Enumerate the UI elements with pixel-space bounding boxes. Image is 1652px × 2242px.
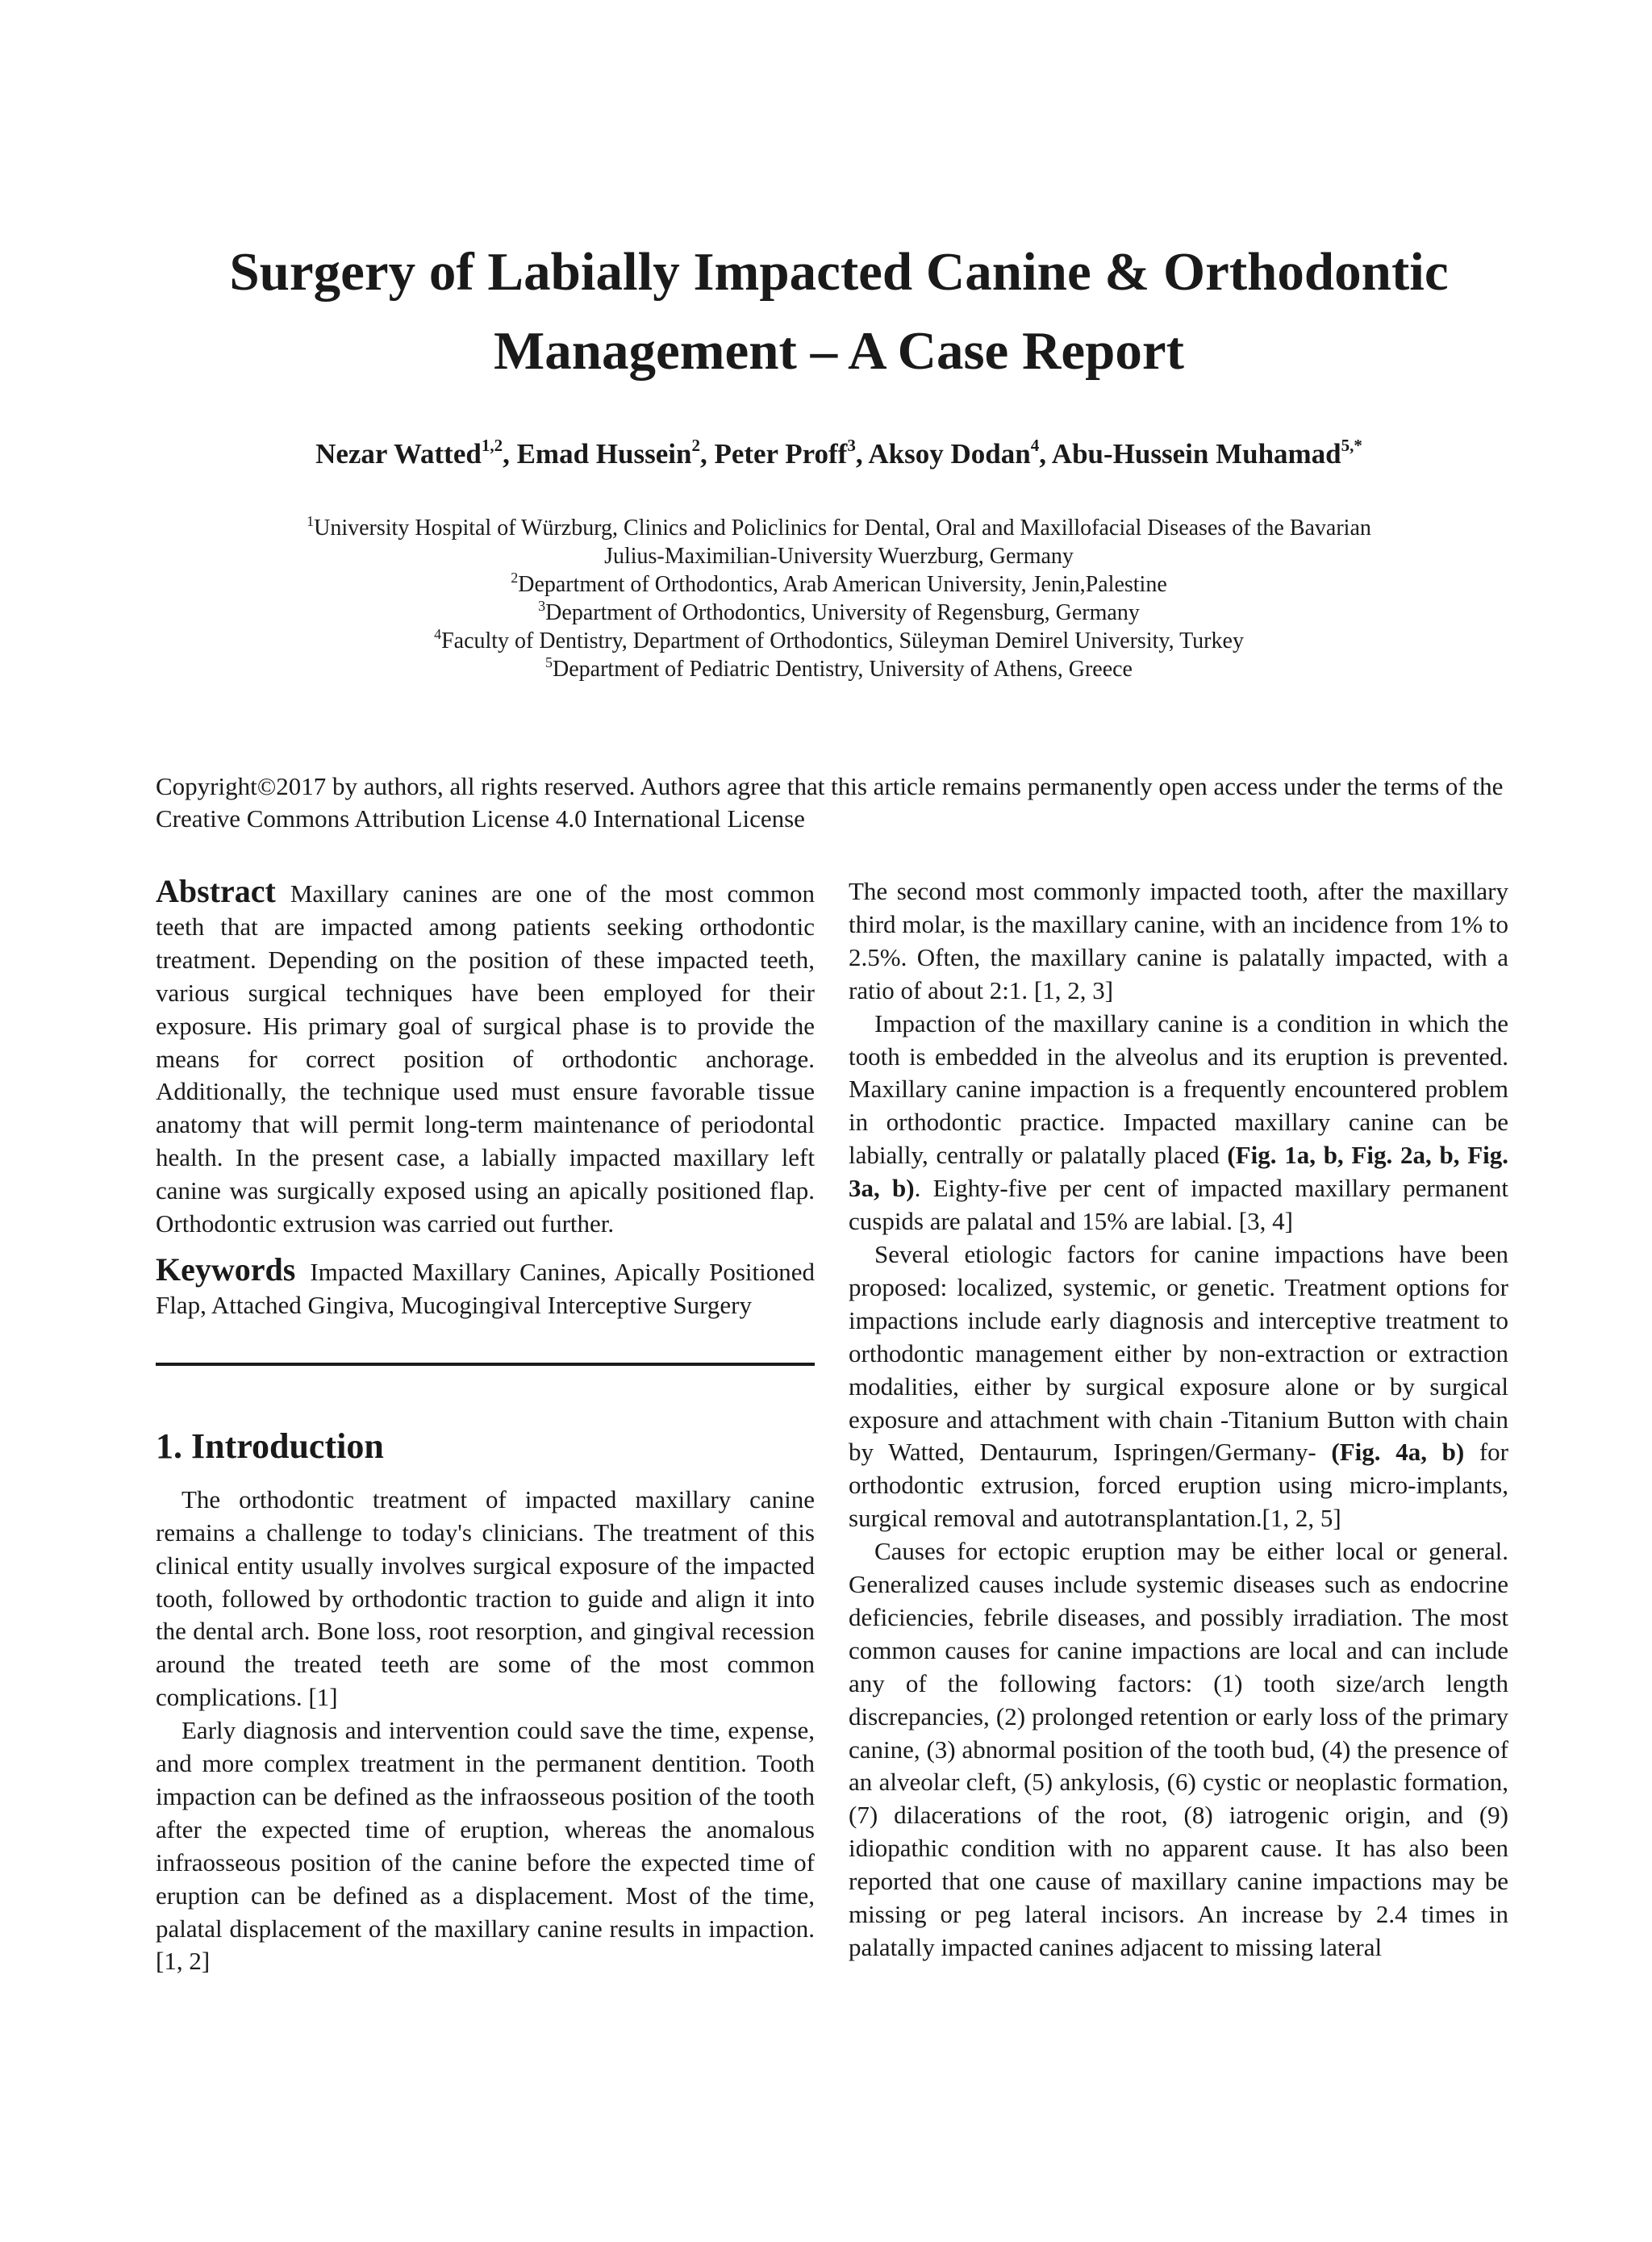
author-affiliation-mark: 1,2 <box>481 436 503 455</box>
author-affiliation-mark: 3 <box>847 436 856 455</box>
author-affiliation-mark: 5,* <box>1341 436 1362 455</box>
affiliation: $^4$Faculty of Dentistry, Department of Orthodontics, Süleyman Demirel University, Turkey <box>434 626 1244 653</box>
affiliation: $^3$Department of Orthodontics, University of Regensburg, Germany <box>538 598 1140 625</box>
copyright-notice: Copyright©2017 by authors, all rights reserved. Authors agree that this article remains permanently open access under the terms of the Creative Commons Attribution License 4.0 International License <box>156 772 1504 833</box>
paragraph: The second most commonly impacted tooth, after the maxillary third molar, is the maxillary canine, with an incidence from 1% to 2.5%. Often, the maxillary canine is palatally impacted, with a ratio of about 2:1. [1, 2, 3] <box>849 877 1508 1004</box>
author-name: Aksoy Dodan <box>868 438 1031 470</box>
author-affiliation-mark: 4 <box>1030 436 1040 455</box>
affiliation: Julius-Maximilian-University Wuerzburg, Germany <box>604 544 1074 569</box>
affiliation: $^2$Department of Orthodontics, Arab American University, Jenin,Palestine <box>511 570 1167 597</box>
keywords-text: Impacted Maxillary Canines, Apically Positioned Flap, Attached Gingiva, Mucogingival Interceptive Surgery <box>156 1257 815 1319</box>
author-name: Emad Hussein <box>516 438 692 470</box>
abstract-heading: Abstract <box>156 873 276 909</box>
left-column <box>156 875 815 1978</box>
right-column <box>849 875 1508 1964</box>
author-name: Peter Proff <box>714 438 848 470</box>
paragraph: Early diagnosis and intervention could save the time, expense, and more complex treatment in the permanent dentition. Tooth impaction can be defined as the infraosseous position of the tooth after the expected time of eruption, whereas the anomalous infraosseous position of the canine before the expected time of eruption can be defined as a displacement. Most of the time, palatal displacement of the maxillary canine results in impaction. [1, 2] <box>156 1716 815 1976</box>
author-name: Nezar Watted <box>315 438 482 470</box>
author-name: Abu-Hussein Muhamad <box>1051 438 1341 470</box>
abstract-text: Maxillary canines are one of the most common teeth that are impacted among patients seeking orthodontic treatment. Depending on the position of these impacted teeth, various surgical techniques have been employed for their exposure. His primary goal of surgical phase is to provide the means for correct position of orthodontic anchorage. Additionally, the technique used must ensure favorable tissue anatomy that will permit long-term maintenance of periodontal health. In the present case, a labially impacted maxillary left canine was surgically exposed using an apically positioned flap. Orthodontic extrusion was carried out further. <box>156 879 815 1238</box>
author-list: Nezar Watted$^{1,2}$, Emad Hussein$^2$, Peter Proff$^3$, Aksoy Dodan$^4$, Abu-Hussein Muhamad$^{5,*}$ <box>315 436 1362 470</box>
section-divider <box>156 1363 815 1366</box>
title-line-1: Surgery of Labially Impacted Canine & Orthodontic <box>229 242 1449 302</box>
figure-reference[interactable]: (Fig. 1a, b, Fig. 2a, b, Fig. 3a, b) <box>849 1141 1509 1203</box>
affiliation: $^1$University Hospital of Würzburg, Clinics and Policlinics for Dental, Oral and Maxillofacial Diseases of the Bavarian <box>307 513 1371 541</box>
affiliation: $^5$Department of Pediatric Dentistry, University of Athens, Greece <box>545 654 1133 682</box>
keywords <box>156 1250 815 1322</box>
paper-title <box>153 232 1525 390</box>
abstract <box>156 875 815 1241</box>
affiliation-list <box>153 514 1525 683</box>
paragraph: Several etiologic factors for canine impactions have been proposed: localized, systemic, or genetic. Treatment options for impactions include early diagnosis and interceptive treatment to orthodontic management either by non-extraction or extraction modalities, either by surgical exposure alone or by surgical exposure and attachment with chain -Titanium Button with chain by Watted, Dentaurum, Ispringen/Germany- (Fig. 4a, b) for orthodontic extrusion, forced eruption using micro-implants, surgical removal and autotransplantation.[1, 2, 5] <box>849 1239 1508 1533</box>
author-affiliation-mark: 2 <box>691 436 700 455</box>
section-heading-introduction: 1. Introduction <box>156 1426 384 1466</box>
paragraph: Causes for ectopic eruption may be either local or general. Generalized causes include systemic diseases such as endocrine deficiencies, febrile diseases, and possibly irradiation. The most common causes for canine impactions are local and can include any of the following factors: (1) tooth size/arch length discrepancies, (2) prolonged retention or early loss of the primary canine, (3) abnormal position of the tooth bud, (4) the presence of an alveolar cleft, (5) ankylosis, (6) cystic or neoplastic formation, (7) dilacerations of the root, (8) iatrogenic origin, and (9) idiopathic condition with no apparent cause. It has also been reported that one cause of maxillary canine impactions may be missing or peg lateral incisors. An increase by 2.4 times in palatally impacted canines adjacent to missing lateral <box>849 1537 1508 1961</box>
figure-reference[interactable]: (Fig. 4a, b) <box>1331 1438 1465 1467</box>
paragraph: The orthodontic treatment of impacted maxillary canine remains a challenge to today's clinicians. The treatment of this clinical entity usually involves surgical exposure of the impacted tooth, followed by orthodontic traction to guide and align it into the dental arch. Bone loss, root resorption, and gingival recession around the treated teeth are some of the most common complications. [1] <box>156 1484 815 1712</box>
title-line-2: Management – A Case Report <box>494 321 1184 381</box>
keywords-heading: Keywords <box>156 1250 296 1288</box>
paragraph: Impaction of the maxillary canine is a condition in which the tooth is embedded in the alveolus and its eruption is prevented. Maxillary canine impaction is a frequently encountered problem in orthodontic practice. Impacted maxillary canine can be labially, centrally or palatally placed (Fig. 1a, b, Fig. 2a, b, Fig. 3a, b). Eighty-five per cent of impacted maxillary permanent cuspids are palatal and 15% are labial. [3, 4] <box>849 1008 1509 1236</box>
